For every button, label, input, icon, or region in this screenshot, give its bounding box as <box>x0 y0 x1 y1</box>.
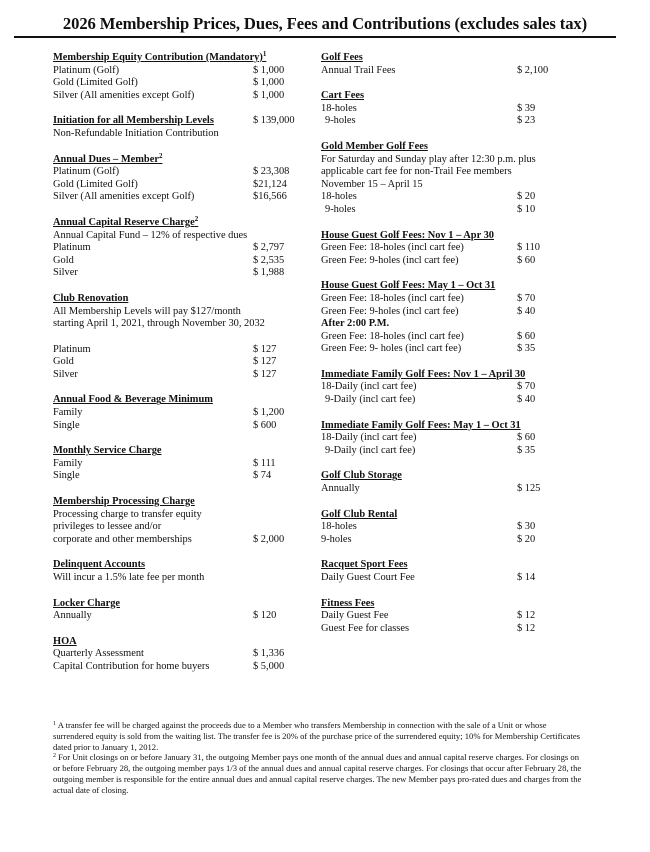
price-label: 9-Daily (incl cart fee) <box>325 394 416 406</box>
price-amount: $ 70 <box>517 381 536 393</box>
equity-section <box>53 52 303 102</box>
price-label: Silver (All amenities except Golf) <box>53 191 195 203</box>
gold-member-heading: Gold Member Golf Fees <box>321 140 428 152</box>
hoa-heading: HOA <box>53 635 77 647</box>
price-row <box>321 445 553 458</box>
price-amount: $ 40 <box>517 305 536 317</box>
price-row <box>53 407 303 420</box>
price-amount: $ 2,100 <box>517 64 549 76</box>
service-section <box>53 445 303 483</box>
price-row <box>321 394 553 407</box>
storage-section <box>321 470 553 495</box>
price-row <box>321 610 553 623</box>
price-amount: $ 1,000 <box>253 64 285 76</box>
price-amount: $ 23,308 <box>253 166 290 178</box>
food-section <box>53 394 303 432</box>
price-row <box>53 534 303 547</box>
price-row <box>321 204 553 217</box>
price-label: Silver (All amenities except Golf) <box>53 89 195 101</box>
family-winter-heading: Immediate Family Golf Fees: Nov 1 – April 30 <box>321 368 526 380</box>
capital-note: Annual Capital Fund – 12% of respective dues <box>53 229 248 241</box>
price-row <box>53 661 303 674</box>
dues-footnote-ref: 2 <box>158 151 163 160</box>
gold-member-note: applicable cart fee for non-Trail Fee members <box>321 166 512 178</box>
price-amount: $ 600 <box>253 419 277 431</box>
price-row <box>53 255 303 268</box>
family-summer-heading: Immediate Family Golf Fees: May 1 – Oct 31 <box>321 419 521 431</box>
price-label: Capital Contribution for home buyers <box>53 660 210 672</box>
price-row <box>53 344 303 357</box>
price-label: Green Fee: 9-holes (incl cart fee) <box>321 305 459 317</box>
price-row <box>321 534 553 547</box>
price-amount: $ 1,000 <box>253 77 285 89</box>
equity-heading: Membership Equity Contribution (Mandatory) <box>53 52 263 63</box>
capital-section <box>53 214 303 280</box>
processing-heading: Membership Processing Charge <box>53 496 195 508</box>
initiation-note: Non-Refundable Initiation Contribution <box>53 127 219 139</box>
family-winter-section <box>321 369 553 407</box>
dues-heading: Annual Dues – Member <box>53 153 159 165</box>
price-amount: $ 125 <box>517 483 541 495</box>
gold-member-section <box>321 141 553 217</box>
price-label: 18-holes <box>321 102 357 114</box>
price-amount: $ 127 <box>253 343 277 355</box>
price-label: Green Fee: 18-holes (incl cart fee) <box>321 242 464 254</box>
price-amount: $ 10 <box>517 203 536 215</box>
equity-footnote-ref: 1 <box>262 50 267 58</box>
initiation-heading: Initiation for all Membership Levels <box>53 115 214 127</box>
price-row <box>321 343 553 356</box>
price-amount: $ 127 <box>253 368 277 380</box>
footnotes <box>53 720 583 796</box>
golf-section <box>321 52 553 77</box>
locker-heading: Locker Charge <box>53 597 121 609</box>
price-label: Daily Guest Court Fee <box>321 572 415 583</box>
cart-section <box>321 90 553 128</box>
price-amount: $ 39 <box>517 102 536 114</box>
footnote-2 <box>53 752 583 795</box>
price-amount: $ 60 <box>517 330 536 342</box>
golf-heading: Golf Fees <box>321 52 363 63</box>
price-label: Silver <box>53 368 78 380</box>
renovation-note: All Membership Levels will pay $127/month <box>53 305 241 317</box>
initiation-amount: $ 139,000 <box>253 115 295 127</box>
page-title: 2026 Membership Prices, Dues, Fees and Contributions (excludes sales tax) <box>62 14 588 33</box>
price-amount: $ 120 <box>253 610 277 622</box>
price-row <box>53 458 303 471</box>
rental-section <box>321 509 553 547</box>
footnote-1 <box>53 720 583 752</box>
renovation-heading: Club Renovation <box>53 292 129 304</box>
price-amount: $ 35 <box>517 444 536 456</box>
price-row <box>53 356 303 369</box>
delinquent-note: Will incur a 1.5% late fee per month <box>53 572 205 583</box>
footnote-1-text: A transfer fee will be charged against the proceeds due to a Member who transfers Membership in connection with the sale of a Unit or whose surrendered equity is sold from the waiting list. The transfer fee is 20% of the purchase price of the surrendered equity; 10% for Membership Certificates dated prior to January 1, 2012. <box>53 720 580 752</box>
gold-member-note: November 15 – April 15 <box>321 178 423 190</box>
price-label: Green Fee: 18-holes (incl cart fee) <box>321 330 464 342</box>
price-row <box>53 470 303 483</box>
hoa-section <box>53 636 303 674</box>
price-label: 18-holes <box>321 191 357 203</box>
house-guest-winter-heading: House Guest Golf Fees: Nov 1 – Apr 30 <box>321 229 494 241</box>
price-amount: $ 35 <box>517 343 536 355</box>
price-amount: $ 1,988 <box>253 267 285 279</box>
footnote-1-marker: 1 <box>53 721 56 727</box>
price-amount: $ 2,797 <box>253 242 285 254</box>
price-label: Platinum <box>53 343 91 355</box>
house-guest-summer-section <box>321 280 553 356</box>
price-amount: $ 20 <box>517 533 536 545</box>
dues-section <box>53 151 303 204</box>
price-row <box>321 572 553 585</box>
price-label: Single <box>53 419 80 431</box>
rental-heading: Golf Club Rental <box>321 508 398 520</box>
price-amount: $ 1,200 <box>253 407 285 419</box>
price-label: 9-holes <box>321 533 352 545</box>
price-amount: $ 60 <box>517 254 536 266</box>
price-amount: $16,566 <box>253 191 287 203</box>
price-row <box>321 255 553 268</box>
price-label: Gold (Limited Golf) <box>53 77 138 89</box>
price-amount: $ 2,000 <box>253 533 285 545</box>
after-time-label: After 2:00 P.M. <box>321 318 390 330</box>
price-row <box>321 381 553 394</box>
price-label: 18-Daily (incl cart fee) <box>321 432 417 444</box>
price-label: Annually <box>53 610 92 622</box>
price-label: 9-holes <box>325 203 356 215</box>
price-amount: $ 110 <box>517 242 540 254</box>
price-label: Family <box>53 407 83 419</box>
capital-heading: Annual Capital Reserve Charge <box>53 216 195 228</box>
family-summer-section <box>321 420 553 458</box>
price-amount: $ 40 <box>517 394 536 406</box>
price-amount: $21,124 <box>253 178 287 190</box>
price-label: Platinum (Golf) <box>53 64 120 76</box>
price-amount: $ 1,336 <box>253 648 285 660</box>
price-label: 18-Daily (incl cart fee) <box>321 381 417 393</box>
price-label: 9-holes <box>325 115 356 127</box>
price-label: Green Fee: 9- holes (incl cart fee) <box>321 343 462 355</box>
price-label: Green Fee: 18-holes (incl cart fee) <box>321 292 464 304</box>
price-label: 18-holes <box>321 521 357 533</box>
price-label: 9-Daily (incl cart fee) <box>325 444 416 456</box>
price-row <box>53 420 303 433</box>
price-row <box>321 103 553 116</box>
delinquent-heading: Delinquent Accounts <box>53 559 146 571</box>
price-amount: $ 23 <box>517 115 536 127</box>
price-amount: $ 14 <box>517 572 536 583</box>
price-row <box>321 331 553 344</box>
price-row <box>53 242 303 255</box>
price-amount: $ 12 <box>517 622 536 634</box>
price-amount: $ 127 <box>253 356 277 368</box>
footnote-2-text: For Unit closings on or before January 31, the outgoing Member pays one month of the annual dues and annual capital reserve charges. For closings on or before February 28, the outgoing member pays 1/3 of the annual dues and annual capital reserve charges. For closings that occur after February 28, the outgoing member is responsible for the entire annual dues and annual capital reserve charges. The new Member pays pro-rated dues and charges from the actual date of closing. <box>53 752 582 795</box>
price-label: Gold <box>53 356 74 368</box>
price-row <box>321 432 553 445</box>
footnote-2-marker: 2 <box>53 753 56 760</box>
price-label: Daily Guest Fee <box>321 610 389 622</box>
price-amount: $ 111 <box>253 457 276 469</box>
fitness-section <box>321 598 553 636</box>
price-label: Platinum (Golf) <box>53 166 120 178</box>
price-label: Single <box>53 470 80 482</box>
price-row <box>321 242 553 255</box>
storage-heading: Golf Club Storage <box>321 470 402 482</box>
price-row <box>321 521 553 534</box>
service-heading: Monthly Service Charge <box>53 445 162 457</box>
price-row <box>53 90 303 103</box>
price-amount: $ 30 <box>517 521 536 533</box>
price-label: Guest Fee for classes <box>321 622 410 634</box>
price-label: Annual Trail Fees <box>321 64 396 76</box>
cart-heading: Cart Fees <box>321 90 364 102</box>
price-row <box>321 115 553 128</box>
price-amount: $ 20 <box>517 191 536 203</box>
price-amount: $ 1,000 <box>253 89 285 101</box>
processing-note: privileges to lessee and/or <box>53 521 162 533</box>
price-row <box>321 623 553 636</box>
initiation-section <box>53 115 303 140</box>
price-row <box>53 267 303 280</box>
price-amount: $ 74 <box>253 470 272 482</box>
locker-section <box>53 598 303 623</box>
price-amount: $ 12 <box>517 610 536 622</box>
price-label: Family <box>53 457 83 469</box>
price-label: corporate and other memberships <box>53 533 192 545</box>
processing-note: Processing charge to transfer equity <box>53 508 202 520</box>
renovation-section <box>53 293 303 382</box>
price-row <box>321 483 553 496</box>
racquet-heading: Racquet Sport Fees <box>321 559 408 571</box>
price-row <box>321 191 553 204</box>
price-amount: $ 60 <box>517 432 536 444</box>
price-row <box>321 293 553 306</box>
price-amount: $ 70 <box>517 292 536 304</box>
price-row <box>321 65 553 78</box>
left-column <box>53 52 303 687</box>
price-label: Silver <box>53 267 78 279</box>
price-label: Platinum <box>53 242 91 254</box>
price-label: Quarterly Assessment <box>53 648 144 660</box>
price-label: Gold <box>53 254 74 266</box>
right-column <box>321 52 553 648</box>
capital-footnote-ref: 2 <box>194 214 199 223</box>
price-row <box>53 648 303 661</box>
racquet-section <box>321 559 553 584</box>
price-row <box>53 65 303 78</box>
gold-member-note: For Saturday and Sunday play after 12:30 p.m. plus <box>321 153 536 165</box>
renovation-note: starting April 1, 2021, through November 30, 2032 <box>53 318 265 330</box>
price-row <box>321 306 553 319</box>
price-label: Green Fee: 9-holes (incl cart fee) <box>321 254 459 266</box>
food-heading: Annual Food & Beverage Minimum <box>53 394 213 406</box>
house-guest-summer-heading: House Guest Golf Fees: May 1 – Oct 31 <box>321 280 496 292</box>
price-amount: $ 5,000 <box>253 660 285 672</box>
price-row <box>53 77 303 90</box>
price-label: Annually <box>321 483 360 495</box>
price-row <box>53 610 303 623</box>
price-amount: $ 2,535 <box>253 254 285 266</box>
fitness-heading: Fitness Fees <box>321 597 375 609</box>
price-row <box>53 369 303 382</box>
house-guest-winter-section <box>321 230 553 268</box>
delinquent-section <box>53 559 303 584</box>
price-label: Gold (Limited Golf) <box>53 178 138 190</box>
title-rule <box>14 36 616 38</box>
price-row <box>53 179 303 192</box>
price-row <box>53 166 303 179</box>
price-row <box>53 191 303 204</box>
processing-section <box>53 496 303 546</box>
